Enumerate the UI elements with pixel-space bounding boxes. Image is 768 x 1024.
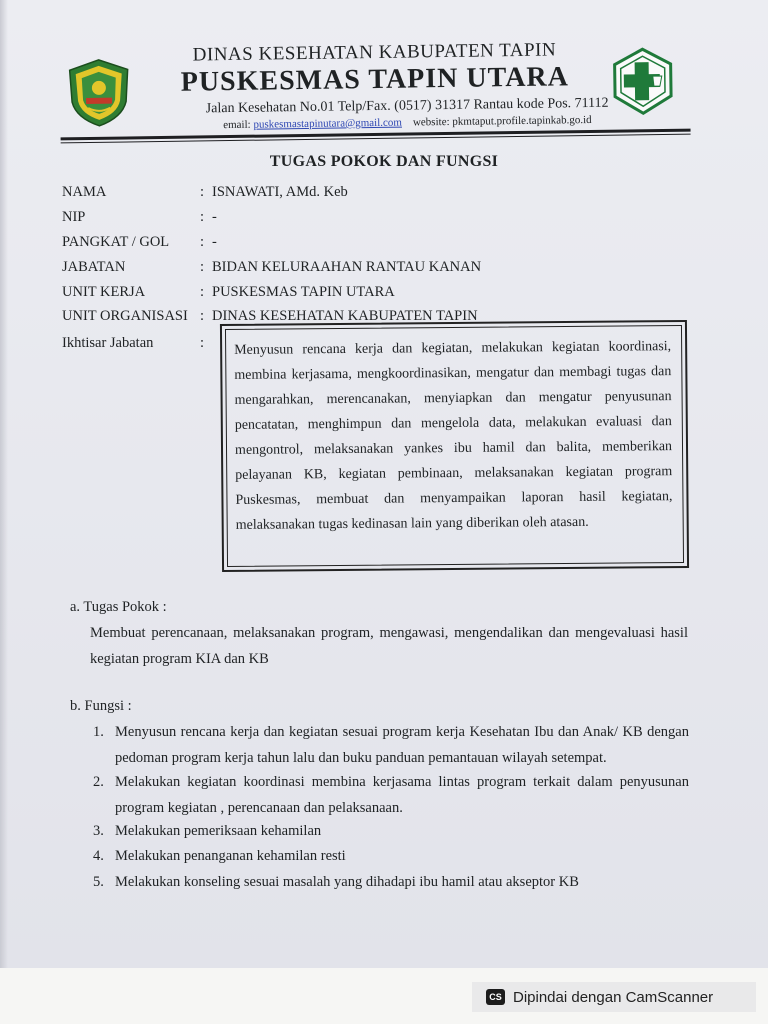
address: Jalan Kesehatan No.01 Telp/Fax. (0517) 31317 Rantau kode Pos. 71112 bbox=[205, 95, 609, 117]
field-value: DINAS KESEHATAN KABUPATEN TAPIN bbox=[212, 308, 478, 324]
field-label: NIP bbox=[62, 209, 86, 225]
field-nip bbox=[62, 209, 217, 226]
field-label: Ikhtisar Jabatan bbox=[62, 335, 154, 351]
fungsi-item-number: 5. bbox=[93, 874, 104, 890]
tugas-pokok-text: Membuat perencanaan, melaksanakan program, mengawasi, mengendalikan dan mengevaluasi hasil kegiatan program KIA dan KB bbox=[90, 625, 688, 667]
puskesmas-cross-icon bbox=[607, 46, 678, 117]
field-colon: : bbox=[200, 234, 205, 250]
field-colon: : bbox=[200, 335, 205, 351]
field-label: UNIT ORGANISASI bbox=[62, 308, 188, 324]
institution-name: PUSKESMAS TAPIN UTARA bbox=[180, 61, 570, 98]
website-label: website: bbox=[412, 115, 450, 129]
field-ikhtisar-jabatan bbox=[62, 335, 212, 352]
fungsi-item-number: 3. bbox=[93, 823, 104, 839]
ikhtisar-box bbox=[220, 320, 689, 572]
camscanner-badge bbox=[472, 982, 756, 1012]
field-nama bbox=[62, 184, 348, 201]
field-value: - bbox=[212, 234, 217, 250]
field-colon: : bbox=[200, 308, 205, 324]
ikhtisar-text: Menyusun rencana kerja dan kegiatan, melakukan kegiatan koordinasi, membina kerjasama, mengkoordinasikan, mengatur dan membagi tugas dan mengarahkan, merencanakan, menyiapkan dan mengatur penyusunan pencatatan, menghimpun dan mengelola data, melakukan evaluasi dan mengontrol, melaksanakan yankes ibu hamil dan balita, memberikan pelayanan KB, kegiatan pembinaan, melaksanakan kegiatan program Puskesmas, membuat dan menyampaikan laporan hasil kegiatan, melaksanakan tugas kedinasan lain yang diberikan oleh atasan. bbox=[234, 339, 673, 533]
email-label: email: bbox=[223, 118, 251, 132]
fungsi-item bbox=[93, 719, 689, 771]
fungsi-item bbox=[93, 843, 689, 869]
field-value: ISNAWATI, AMd. Keb bbox=[212, 184, 348, 200]
field-colon: : bbox=[200, 284, 205, 300]
field-value: BIDAN KELURAAHAN RANTAU KANAN bbox=[212, 259, 482, 275]
field-unit-kerja bbox=[62, 284, 395, 301]
field-value: - bbox=[212, 209, 217, 225]
fungsi-item-text: Melakukan kegiatan koordinasi membina kerjasama lintas program terkait dalam penyusunan program kegiatan , perencanaan dan pelaksanaan. bbox=[115, 774, 689, 816]
fungsi-item-text: Menyusun rencana kerja dan kegiatan sesuai program kerja Kesehatan Ibu dan Anak/ KB dengan pedoman program kerja tahun lalu dan buku panduan pemantauan wilayah setempat. bbox=[115, 724, 689, 766]
camscanner-label: Dipindai dengan CamScanner bbox=[513, 988, 714, 1006]
fungsi-item-text: Melakukan konseling sesuai masalah yang dihadapi ibu hamil atau akseptor KB bbox=[115, 874, 579, 890]
fungsi-item bbox=[93, 818, 689, 844]
field-label: PANGKAT / GOL bbox=[62, 234, 170, 250]
field-colon: : bbox=[200, 259, 205, 275]
field-jabatan bbox=[62, 259, 481, 276]
fungsi-item-text: Melakukan penanganan kehamilan resti bbox=[115, 848, 346, 864]
camscanner-logo-icon: CS bbox=[486, 989, 505, 1005]
field-colon: : bbox=[200, 184, 205, 200]
fungsi-item-number: 4. bbox=[93, 848, 104, 864]
field-label: UNIT KERJA bbox=[62, 284, 146, 300]
fungsi-item bbox=[93, 769, 689, 821]
fungsi-item-text: Melakukan pemeriksaan kehamilan bbox=[115, 823, 322, 839]
field-pangkat-gol bbox=[62, 234, 217, 251]
document-title: TUGAS POKOK DAN FUNGSI bbox=[269, 153, 499, 170]
field-value: PUSKESMAS TAPIN UTARA bbox=[212, 284, 395, 300]
field-colon: : bbox=[200, 209, 205, 225]
tugas-pokok-heading: a. Tugas Pokok : bbox=[70, 599, 167, 615]
fungsi-heading: b. Fungsi : bbox=[70, 698, 132, 714]
fungsi-item bbox=[93, 869, 689, 895]
field-label: JABATAN bbox=[62, 259, 126, 275]
fungsi-item-number: 1. bbox=[93, 724, 104, 740]
agency-name: DINAS KESEHATAN KABUPATEN TAPIN bbox=[192, 39, 557, 66]
field-label: NAMA bbox=[62, 184, 107, 200]
fungsi-item-number: 2. bbox=[93, 774, 104, 790]
letterhead bbox=[59, 34, 690, 153]
website-text: pkmtaput.profile.tapinkab.go.id bbox=[452, 113, 592, 128]
email-link[interactable]: puskesmastapinutara@gmail.com bbox=[253, 116, 403, 131]
